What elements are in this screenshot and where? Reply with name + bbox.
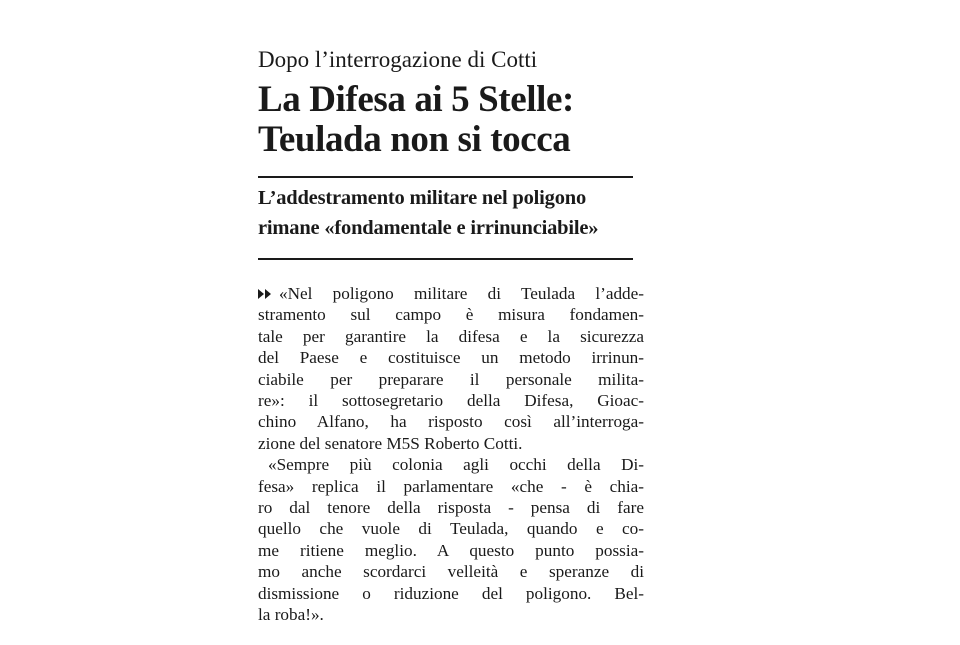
body-line: re»: il sottosegretario della Difesa, Gioac- bbox=[258, 391, 644, 411]
body-line: la roba!». bbox=[258, 605, 324, 625]
body-line: ciabile per preparare il personale milita- bbox=[258, 369, 644, 389]
body-line: del Paese e costituisce un metodo irrinun- bbox=[258, 348, 644, 368]
body-line: fesa» replica il parlamentare «che - è chia- bbox=[258, 476, 644, 496]
divider bbox=[258, 258, 633, 260]
headline-line: Teulada non si tocca bbox=[258, 119, 571, 160]
kicker: Dopo l’interrogazione di Cotti bbox=[258, 47, 538, 72]
body-line: quello che vuole di Teulada, quando e co- bbox=[258, 519, 644, 539]
divider bbox=[258, 176, 633, 178]
double-arrow-icon bbox=[258, 289, 273, 299]
body-line: dismissione o riduzione del poligono. Bel- bbox=[258, 583, 644, 603]
body-line: tale per garantire la difesa e la sicurezza bbox=[258, 326, 644, 346]
article-body bbox=[258, 283, 644, 626]
body-line: mo anche scordarci velleità e speranze di bbox=[258, 562, 644, 582]
body-line: ro dal tenore della risposta - pensa di fare bbox=[258, 498, 644, 518]
article-clipping bbox=[258, 0, 644, 645]
body-line: stramento sul campo è misura fondamen- bbox=[258, 305, 644, 325]
body-line: «Sempre più colonia agli occhi della Di- bbox=[268, 455, 644, 475]
headline-line: La Difesa ai 5 Stelle: bbox=[258, 79, 574, 120]
subheadline bbox=[258, 183, 598, 243]
body-line bbox=[258, 283, 644, 304]
subheadline-line: rimane «fondamentale e irrinunciabile» bbox=[258, 217, 599, 239]
body-line: chino Alfano, ha risposto così all’interroga- bbox=[258, 412, 644, 432]
subheadline-line: L’addestramento militare nel poligono bbox=[258, 187, 587, 209]
body-line: zione del senatore M5S Roberto Cotti. bbox=[258, 433, 523, 453]
body-line: me ritiene meglio. A questo punto possia- bbox=[258, 540, 644, 560]
body-text: «Nel poligono militare di Teulada l’adde- bbox=[279, 284, 644, 303]
headline bbox=[258, 80, 574, 160]
